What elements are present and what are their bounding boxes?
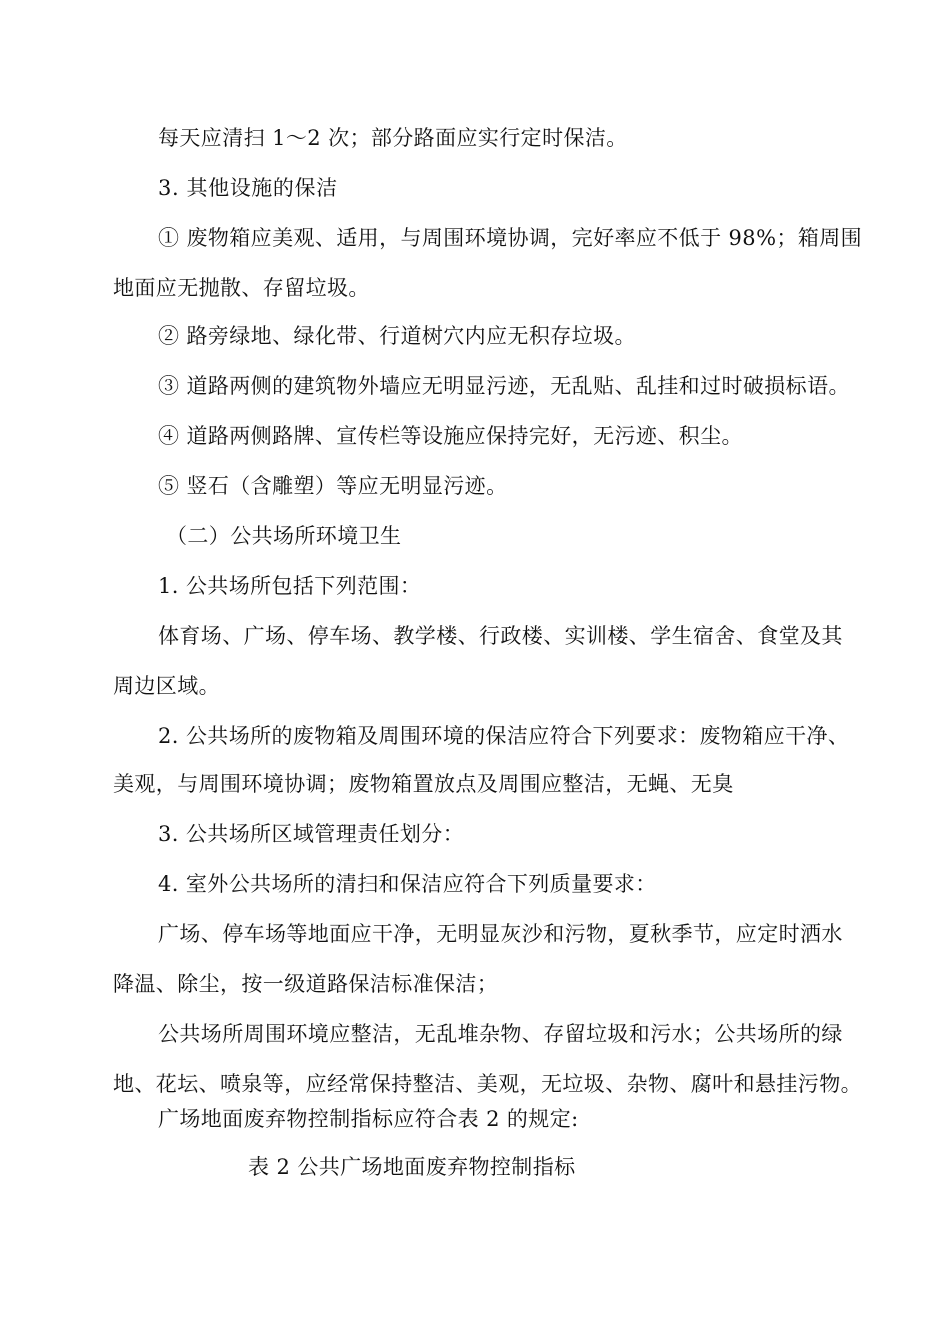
text-line: 体育场、广场、停车场、教学楼、行政楼、实训楼、学生宿舍、食堂及其 — [158, 624, 843, 648]
text-line: 4. 室外公共场所的清扫和保洁应符合下列质量要求： — [158, 872, 657, 896]
section-heading: 3. 其他设施的保洁 — [158, 176, 338, 200]
table-caption: 表 2 公共广场地面废弃物控制指标 — [248, 1155, 576, 1179]
text-line: 地、花坛、喷泉等，应经常保持整洁、美观，无垃圾、杂物、腐叶和悬挂污物。 — [113, 1072, 862, 1096]
text-line: 3. 公共场所区域管理责任划分： — [158, 822, 465, 846]
text-line: ① 废物箱应美观、适用，与周围环境协调，完好率应不低于 98%；箱周围 — [158, 226, 863, 250]
text-line: ③ 道路两侧的建筑物外墙应无明显污迹，无乱贴、乱挂和过时破损标语。 — [158, 374, 850, 398]
text-line: 广场、停车场等地面应干净，无明显灰沙和污物，夏秋季节，应定时洒水 — [158, 922, 843, 946]
text-line: ② 路旁绿地、绿化带、行道树穴内应无积存垃圾。 — [158, 324, 636, 348]
text-line: 1. 公共场所包括下列范围： — [158, 574, 422, 598]
text-line: ④ 道路两侧路牌、宣传栏等设施应保持完好，无污迹、积尘。 — [158, 424, 743, 448]
text-line: 2. 公共场所的废物箱及周围环境的保洁应符合下列要求：废物箱应干净、 — [158, 724, 850, 748]
section-heading: （二）公共场所环境卫生 — [166, 524, 402, 548]
text-line: 广场地面废弃物控制指标应符合表 2 的规定: — [158, 1107, 579, 1131]
text-line: 美观，与周围环境协调；废物箱置放点及周围应整洁，无蝇、无臭 — [113, 772, 734, 796]
text-line: 降温、除尘，按一级道路保洁标准保洁； — [113, 972, 499, 996]
text-line: ⑤ 竖石（含雕塑）等应无明显污迹。 — [158, 474, 508, 498]
text-line: 每天应清扫 1～2 次；部分路面应实行定时保洁。 — [158, 126, 628, 150]
text-line: 周边区域。 — [113, 674, 220, 698]
text-line: 公共场所周围环境应整洁，无乱堆杂物、存留垃圾和污水；公共场所的绿 — [158, 1022, 843, 1046]
text-line: 地面应无抛散、存留垃圾。 — [113, 276, 370, 300]
